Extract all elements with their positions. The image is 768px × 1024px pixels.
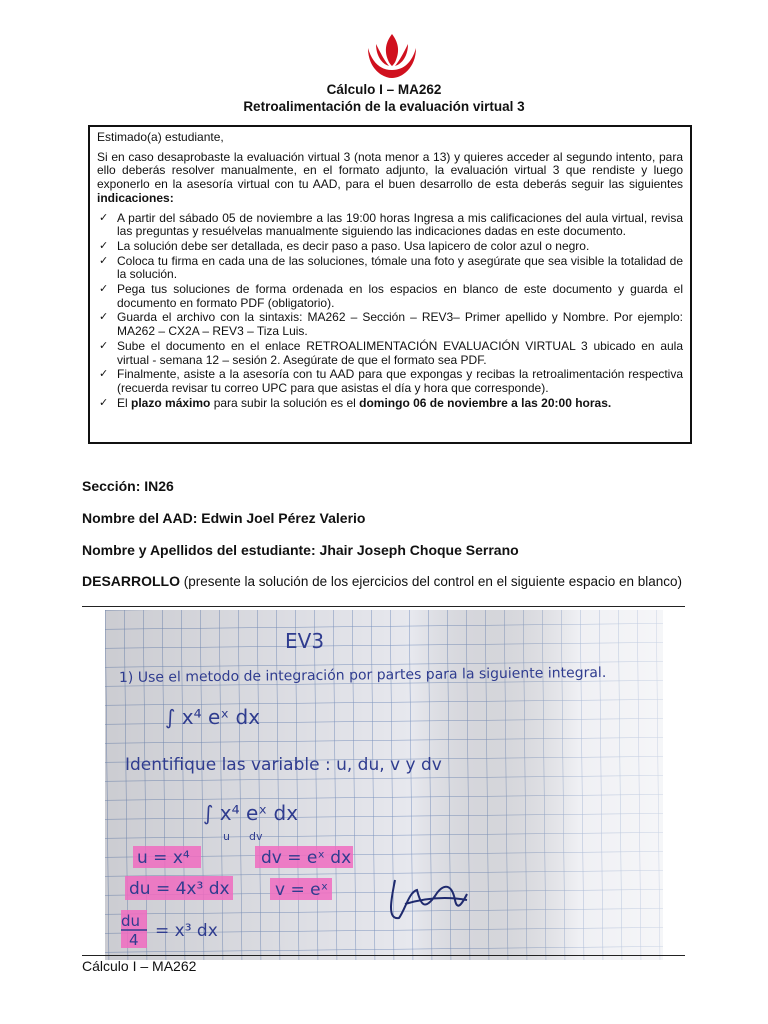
instructions-box — [88, 125, 692, 444]
section-value: IN26 — [144, 478, 174, 494]
checkmark-icon: ✓ — [99, 283, 109, 296]
checkmark-icon: ✓ — [99, 254, 109, 267]
checkmark-icon: ✓ — [99, 239, 109, 252]
checkmark-icon: ✓ — [99, 311, 109, 324]
section-field: Sección: IN26 — [82, 478, 174, 494]
handwritten-solution-photo — [105, 610, 663, 960]
greeting: Estimado(a) estudiante, — [97, 130, 224, 144]
instructions-list — [97, 212, 683, 411]
list-item: ✓ Pega tus soluciones de forma ordenada en los espacios en blanco de este documento y guarda el documento en formato PDF (obligatorio). — [99, 282, 683, 310]
u-equation: u = x⁴ — [137, 848, 190, 868]
upc-logo-icon — [362, 30, 422, 82]
intro-paragraph — [97, 151, 683, 206]
footer-divider — [82, 955, 685, 956]
dv-mark: dv — [249, 830, 263, 843]
document-subtitle: Retroalimentación de la evaluación virtual 3 — [243, 99, 525, 114]
course-title: Cálculo I – MA262 — [326, 82, 442, 97]
development-heading: DESARROLLO (presente la solución de los ejercicios del control en el siguiente espacio en blanco) — [82, 573, 683, 589]
checkmark-icon: ✓ — [99, 339, 109, 352]
list-item: ✓ A partir del sábado 05 de noviembre a las 19:00 horas Ingresa a mis calificaciones del aula virtual, revisa las preguntas y resuélvelas manualmente siguiendo las indicaciones dadas en este documento. — [99, 210, 683, 239]
problem-text: 1) Use el metodo de integración por partes para la siguiente integral. — [118, 664, 607, 686]
identify-text: Identifique las variable : u, du, v y dv — [125, 755, 442, 775]
list-item: ✓ La solución debe ser detallada, es decir paso a paso. Usa lapicero de color azul o negro. — [99, 238, 590, 253]
footer-text: Cálculo I – MA262 — [82, 958, 197, 974]
intro-text: Si en caso desaprobaste la evaluación virtual 3 (nota menor a 13) y quieres acceder al segundo intento, para ello deberás resolver manualmente, en el formato adjunto, la evaluación virtual 3 que rendiste y luego exponerlo en la asesoría virtual con tu AAD, para el buen desarrollo de esta deberás seguir las siguientes — [97, 149, 683, 192]
checkmark-icon: ✓ — [99, 211, 109, 224]
solution-photo-svg — [105, 610, 663, 960]
checkmark-icon: ✓ — [99, 396, 109, 409]
v-equation: v = eˣ — [275, 880, 329, 900]
title-text: EV3 — [285, 629, 325, 653]
du-fraction-num: du — [121, 912, 141, 930]
student-value: Jhair Joseph Choque Serrano — [319, 542, 519, 558]
du-equation: du = 4x³ dx — [129, 879, 230, 899]
aad-value: Edwin Joel Pérez Valerio — [201, 510, 366, 526]
du-fraction-rhs: = x³ dx — [155, 921, 218, 941]
du-fraction-den: 4 — [129, 931, 139, 949]
integral2-text: ∫ x⁴ eˣ dx — [203, 801, 299, 825]
aad-field: Nombre del AAD: Edwin Joel Pérez Valerio — [82, 510, 366, 526]
intro-bold: indicaciones: — [97, 190, 174, 205]
student-field: Nombre y Apellidos del estudiante: Jhair Joseph Choque Serrano — [82, 542, 519, 558]
integral-text: ∫ x⁴ eˣ dx — [165, 705, 261, 729]
checkmark-icon: ✓ — [99, 368, 109, 381]
list-item: ✓ Coloca tu firma en cada una de las soluciones, tómale una foto y asegúrate que sea visible la totalidad de la solución. — [99, 253, 683, 282]
divider — [82, 606, 685, 607]
list-item: ✓ Sube el documento en el enlace RETROALIMENTACIÓN EVALUACIÓN VIRTUAL 3 ubicado en aula virtual - semana 12 – sesión 2. Asegúrate de que el formato sea PDF. — [99, 338, 683, 367]
dv-equation: dv = eˣ dx — [261, 848, 352, 868]
list-item: ✓ Guarda el archivo con la sintaxis: MA262 – Sección – REV3– Primer apellido y Nombre. Por ejemplo: MA262 – CX2A – REV3 – Tiza Luis. — [99, 310, 683, 339]
u-mark: u — [223, 830, 230, 843]
list-item: ✓ Finalmente, asiste a la asesoría con tu AAD para que expongas y recibas la retroalimentación respectiva (recuerda revisar tu correo UPC para que asistas el día y hora que corresponde). — [99, 367, 683, 395]
list-item-deadline: ✓ El plazo máximo para subir la solución es el domingo 06 de noviembre a las 20:00 horas. — [99, 395, 612, 410]
